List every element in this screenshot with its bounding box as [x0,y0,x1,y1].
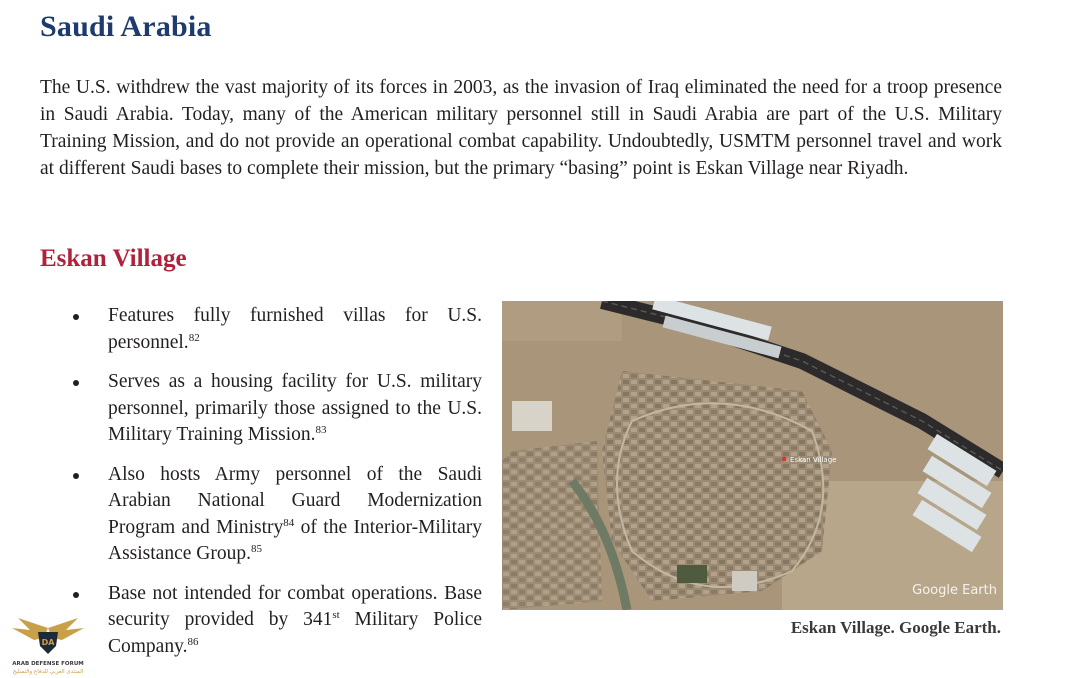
compound [512,401,552,431]
eagle-emblem-icon [8,614,88,660]
footnote-ref: 85 [250,543,262,555]
forum-logo [8,614,88,676]
bullet-item: Also hosts Army personnel of the Saudi Arabian National Guard Modernization Program and Ministry$^{84}$ of the Interior-Military Assistance Group.$^{85}$ [66,462,482,568]
logo-line-english: ARAB DEFENSE FORUM [12,661,84,667]
page-title: Saudi Arabia [40,10,212,43]
section-title: Eskan Village [40,245,187,272]
footnote-ref: 83 [315,424,327,436]
bullet-item: Features fully furnished villas for U.S. personnel.$^{82}$ [66,303,482,356]
bullet-icon [73,592,79,598]
footnote-ref: 82 [188,331,200,344]
footnote-ref: 84 [283,516,295,529]
bullet-list [66,303,482,673]
place-marker-icon [782,457,787,462]
footnote-ref: 86 [187,635,199,648]
bullet-icon [73,380,79,386]
bullet-icon [73,314,79,320]
place-label: Eskan Village [790,456,837,464]
intro-paragraph: The U.S. withdrew the vast majority of its forces in 2003, as the invasion of Iraq eliminated the need for a troop presence in Saudi Arabia. Today, many of the American military personnel still in Saudi Arabia are part of the U.S. Military Training Mission, and do not provide an operational combat capability. Undoubtedly, USMTM personnel travel and work at different Saudi bases to complete their mission, but the primary “basing” point is Eskan Village near Riyadh. [40,77,1002,179]
bullet-item: Serves as a housing facility for U.S. military personnel, primarily those assigned to the U.S. Military Training Mission.$^{83}$ [66,369,482,449]
satellite-map-image [502,301,1003,610]
ordinal-suffix: st [332,609,340,621]
residential-district [602,371,832,601]
image-caption: Eskan Village. Google Earth. [790,618,1001,637]
logo-line-arabic: المنتدى العربي للدفاع والتسليح [12,669,84,675]
map-watermark: Google Earth [912,583,997,598]
bullet-item: Base not intended for combat operations. Base security provided by 341st Military Police Company.$^{86}$ [66,581,482,661]
residential-district [502,441,602,610]
bullet-icon [73,473,79,479]
compound [732,571,757,591]
sports-field [677,565,707,583]
logo-initials: DA [41,638,55,647]
